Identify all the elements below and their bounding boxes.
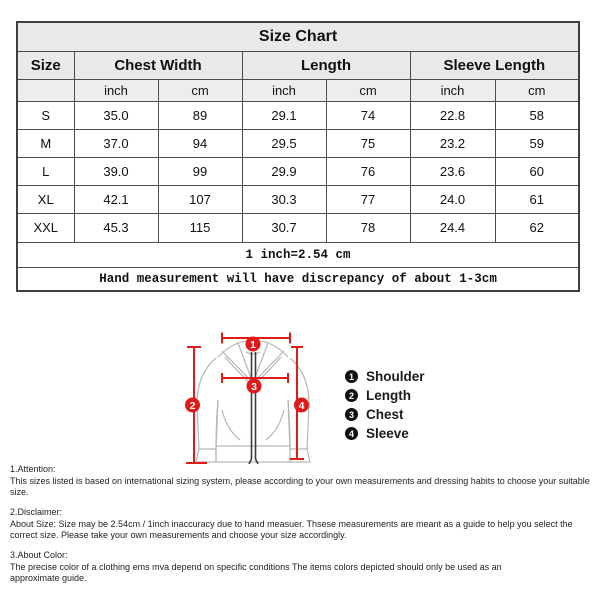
cell-value: 24.4 xyxy=(410,213,495,242)
cell-value: 39.0 xyxy=(74,157,158,185)
unit-chest-inch: inch xyxy=(74,79,158,101)
footnotes xyxy=(10,463,596,592)
cell-value: 24.0 xyxy=(410,185,495,213)
note-body: About Size: Size may be 2.54cm / 1inch inaccuracy due to hand measuer. Thsese measurements are meant as a guide to help you select the correct size. Please take your own measurements and choose your size accordingly. xyxy=(10,519,573,540)
unit-blank xyxy=(17,79,74,101)
table-title: Size Chart xyxy=(17,22,579,51)
col-header-sleeve: Sleeve Length xyxy=(410,51,579,79)
cell-value: 29.5 xyxy=(242,129,326,157)
size-label: M xyxy=(17,129,74,157)
unit-length-cm: cm xyxy=(326,79,410,101)
cell-value: 22.8 xyxy=(410,101,495,129)
table-row xyxy=(17,185,579,213)
cell-value: 62 xyxy=(495,213,579,242)
marker-2-number: 2 xyxy=(189,399,196,412)
cell-value: 78 xyxy=(326,213,410,242)
legend-item-shoulder xyxy=(345,367,425,386)
number-4-circle-icon: 4 xyxy=(345,427,358,440)
size-label: XXL xyxy=(17,213,74,242)
number-3-circle-icon: 3 xyxy=(345,408,358,421)
cell-value: 45.3 xyxy=(74,213,158,242)
table-row xyxy=(17,213,579,242)
table-row xyxy=(17,101,579,129)
cell-value: 23.6 xyxy=(410,157,495,185)
note-heading: 2.Disclaimer: xyxy=(10,507,63,517)
cell-value: 75 xyxy=(326,129,410,157)
cell-value: 77 xyxy=(326,185,410,213)
note-attention xyxy=(10,463,596,497)
conversion-note: 1 inch=2.54 cm xyxy=(17,242,579,267)
legend-label: Length xyxy=(366,388,411,403)
cell-value: 59 xyxy=(495,129,579,157)
marker-1-number: 1 xyxy=(250,338,256,351)
cell-value: 58 xyxy=(495,101,579,129)
note-body: The precise color of a clothing ems mva depend on specific conditions The items colors depicted should only be used as an approximate guide. xyxy=(10,562,502,583)
note-heading: 3.About Color: xyxy=(10,550,68,560)
note-heading: 1.Attention: xyxy=(10,464,56,474)
note-about-color xyxy=(10,549,596,583)
marker-4-number: 4 xyxy=(298,399,305,412)
cell-value: 23.2 xyxy=(410,129,495,157)
unit-chest-cm: cm xyxy=(158,79,242,101)
cell-value: 60 xyxy=(495,157,579,185)
cell-value: 37.0 xyxy=(74,129,158,157)
unit-sleeve-inch: inch xyxy=(410,79,495,101)
cell-value: 30.3 xyxy=(242,185,326,213)
cell-value: 35.0 xyxy=(74,101,158,129)
size-label: S xyxy=(17,101,74,129)
marker-3-number: 3 xyxy=(251,380,257,393)
hoodie-outline xyxy=(196,338,310,462)
table-row xyxy=(17,129,579,157)
cell-value: 107 xyxy=(158,185,242,213)
legend-label: Sleeve xyxy=(366,426,409,441)
number-1-circle-icon: 1 xyxy=(345,370,358,383)
note-body: This sizes listed is based on international sizing system, please according to your own measurements and dressing habits to choose your suitable size. xyxy=(10,476,590,497)
hoodie-measurement-diagram xyxy=(0,330,600,470)
cell-value: 29.1 xyxy=(242,101,326,129)
cell-value: 30.7 xyxy=(242,213,326,242)
legend-item-sleeve xyxy=(345,424,425,443)
size-chart-table xyxy=(16,21,580,292)
col-header-chest: Chest Width xyxy=(74,51,242,79)
cell-value: 29.9 xyxy=(242,157,326,185)
measurement-legend xyxy=(345,367,425,443)
legend-item-length xyxy=(345,386,425,405)
cell-value: 42.1 xyxy=(74,185,158,213)
tolerance-note: Hand measurement will have discrepancy of about 1-3cm xyxy=(17,267,579,291)
cell-value: 61 xyxy=(495,185,579,213)
size-label: XL xyxy=(17,185,74,213)
cell-value: 99 xyxy=(158,157,242,185)
cell-value: 74 xyxy=(326,101,410,129)
col-header-size: Size xyxy=(17,51,74,79)
number-2-circle-icon: 2 xyxy=(345,389,358,402)
measurement-lines xyxy=(186,333,304,464)
cell-value: 89 xyxy=(158,101,242,129)
col-header-length: Length xyxy=(242,51,410,79)
cell-value: 94 xyxy=(158,129,242,157)
cell-value: 115 xyxy=(158,213,242,242)
zipper xyxy=(249,352,258,464)
table-row xyxy=(17,157,579,185)
unit-length-inch: inch xyxy=(242,79,326,101)
legend-label: Shoulder xyxy=(366,369,425,384)
cell-value: 76 xyxy=(326,157,410,185)
unit-sleeve-cm: cm xyxy=(495,79,579,101)
legend-label: Chest xyxy=(366,407,404,422)
legend-item-chest xyxy=(345,405,425,424)
note-disclaimer xyxy=(10,506,596,540)
size-label: L xyxy=(17,157,74,185)
